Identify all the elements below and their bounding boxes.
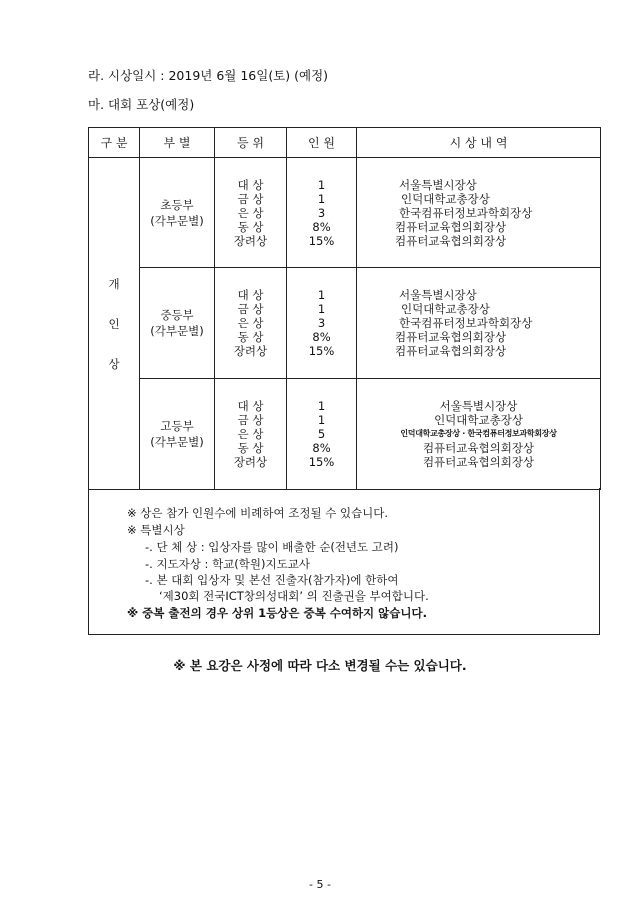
count-cell: 1 1 5 8% 15% [287,379,357,490]
category-char: 상 [108,356,120,371]
note-group-award: -. 단 체 상 : 입상자를 많이 배출한 순(전년도 고려) [145,540,399,554]
note-qualification: -. 본 대회 입상자 및 본선 진출자(참가자)에 한하여 [145,573,399,587]
table-header-row [89,128,601,158]
note-special-award: ※ 특별시상 [127,523,185,537]
rank-cell: 대 상 금 상 은 상 동 상 장려상 [215,379,287,490]
note-qualification-cont: ‘제30회 전국ICT창의성대회’ 의 진출권을 부여합니다. [159,589,429,603]
category-char: 인 [108,316,120,331]
award-section-title: 마. 대회 포상(예정) [88,97,195,112]
award-detail-cell: 서울특별시장상 인덕대학교총장상 한국컴퓨터정보과학회장상 컴퓨터교육협의회장상 컴퓨터교육협의회장상 [357,268,601,379]
header-division: 부 별 [140,128,215,158]
category-individual [89,158,140,490]
count-cell: 1 1 3 8% 15% [287,268,357,379]
table-row [89,158,601,268]
table-row [89,268,601,379]
header-count: 인 원 [287,128,357,158]
rank-cell: 대 상 금 상 은 상 동 상 장려상 [215,158,287,268]
page-number: - 5 - [309,878,331,891]
notes-box [88,488,600,635]
note-teacher-award: -. 지도자상 : 학교(학원)지도교사 [145,557,310,571]
table-row [89,379,601,490]
note-proportional: ※ 상은 참가 인원수에 비례하여 조정될 수 있습니다. [127,506,389,520]
award-detail-cell: 서울특별시장상 인덕대학교총장상 인덕대학교총장상 · 한국컴퓨터정보과학회장상 컴퓨터교육협의회장상 컴퓨터교육협의회장상 [357,379,601,490]
division-cell: 초등부 (각부문별) [140,158,215,268]
rank-cell: 대 상 금 상 은 상 동 상 장려상 [215,268,287,379]
footer-note: ※ 본 요강은 사정에 따라 다소 변경될 수는 있습니다. [173,658,467,673]
header-category: 구 분 [89,128,140,158]
header-rank: 등 위 [215,128,287,158]
award-date-line: 라. 시상일시 : 2019년 6월 16일(토) (예정) [88,68,329,83]
award-detail-cell: 서울특별시장상 인덕대학교총장상 한국컴퓨터정보과학회장상 컴퓨터교육협의회장상 컴퓨터교육협의회장상 [357,158,601,268]
count-cell: 1 1 3 8% 15% [287,158,357,268]
division-cell: 고등부 (각부문별) [140,379,215,490]
division-cell: 중등부 (각부문별) [140,268,215,379]
header-award-detail: 시 상 내 역 [357,128,601,158]
note-duplicate: ※ 중복 출전의 경우 상위 1등상은 중복 수여하지 않습니다. [127,606,427,620]
category-char: 개 [108,276,120,291]
award-table [88,127,601,490]
